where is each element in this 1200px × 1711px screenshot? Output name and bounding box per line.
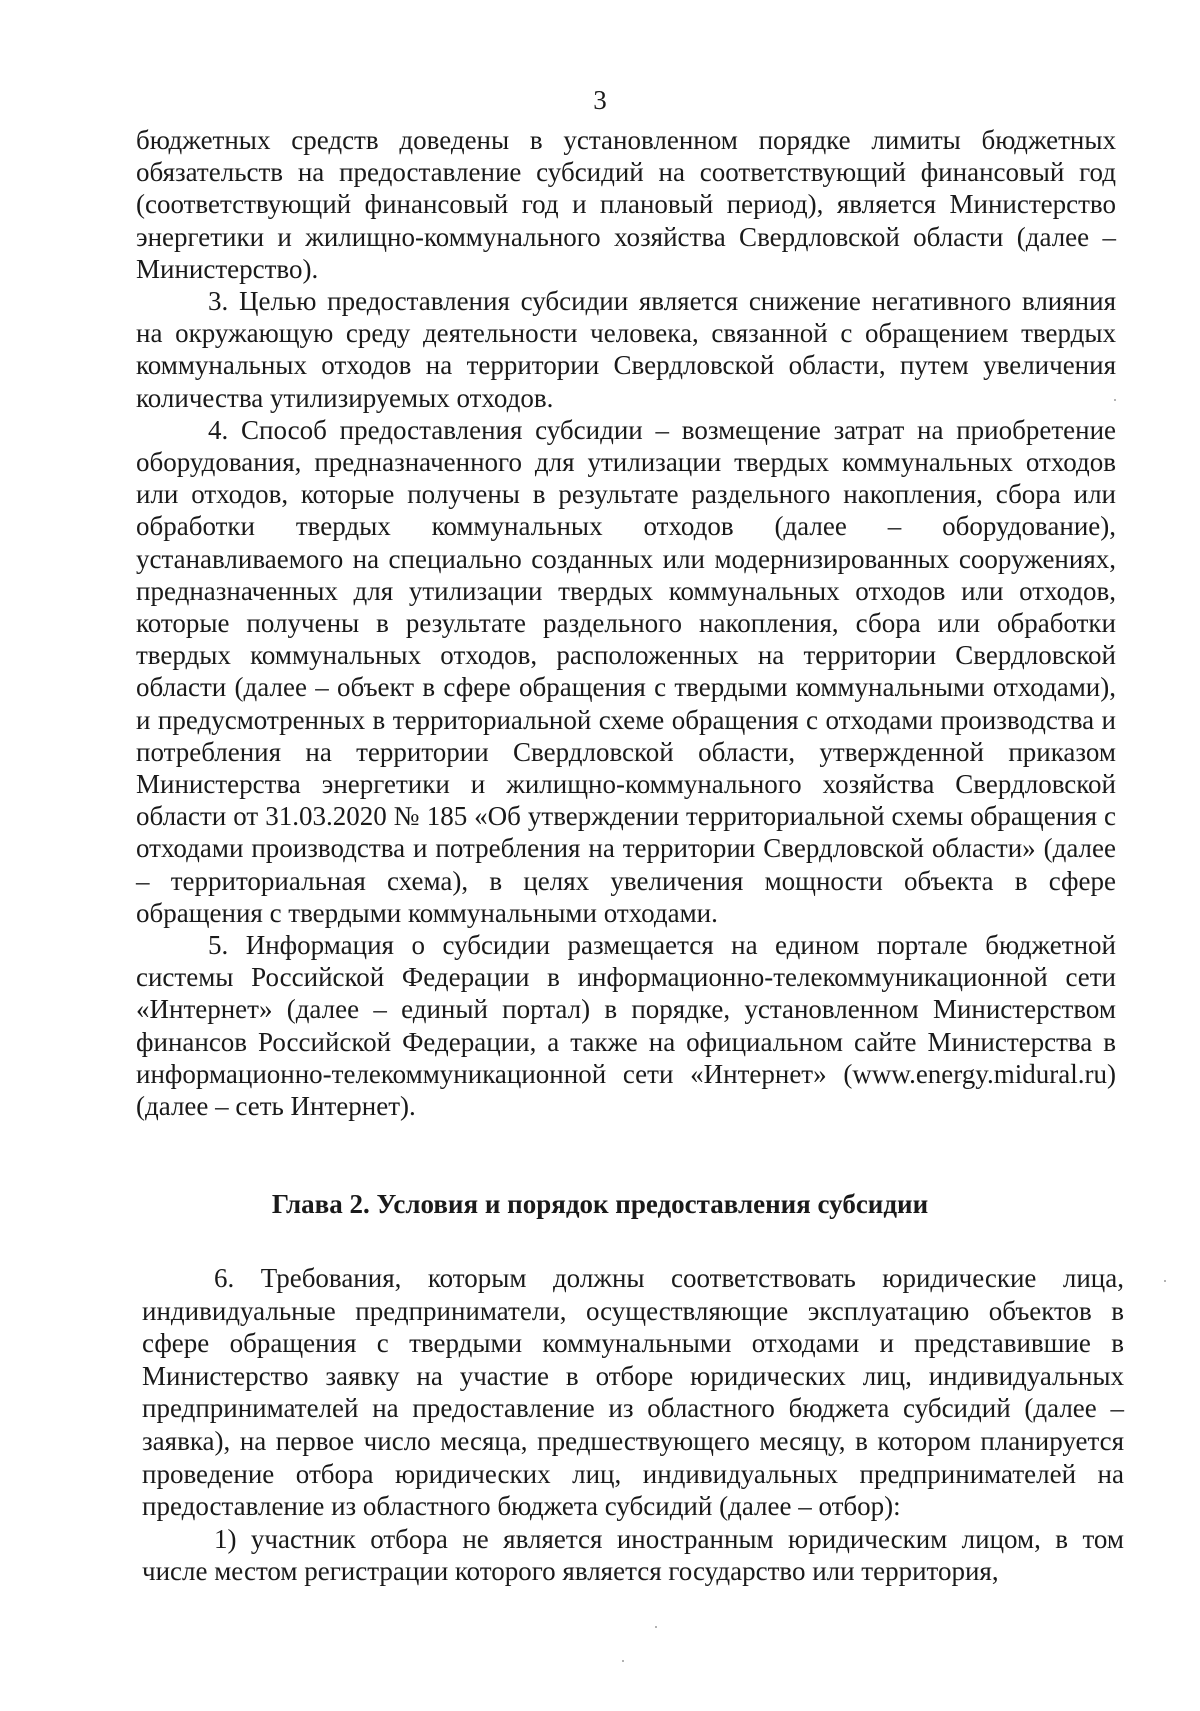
body-text-section-1 xyxy=(136,124,1116,1122)
paragraph-5-information: 5. Информация о субсидии размещается на едином портале бюджетной системы Российской Федерации в информационно-телекоммуникационной сети «Интернет» (далее – единый портал) в порядке, установленном Министерством финансов Российской Федерации, а также на официальном сайте Министерства в информационно-телекоммуникационной сети «Интернет» (www.energy.midural.ru) (далее – сеть Интернет). xyxy=(136,930,1116,1122)
body-text-section-2 xyxy=(142,1262,1124,1588)
paragraph-4-method: 4. Способ предоставления субсидии – возмещение затрат на приобретение оборудования, предназначенного для утилизации твердых коммунальных отходов или отходов, которые получены в результате раздельного накопления, сбора или обработки твердых коммунальных отходов (далее – оборудование), устанавливаемого на специально созданных или модернизированных сооружениях, предназначенных для утилизации твердых коммунальных отходов или отходов, которые получены в результате раздельного накопления, сбора или обработки твердых коммунальных отходов, расположенных на территории Свердловской области (далее – объект в сфере обращения с твердыми коммунальными отходами), и предусмотренных в территориальной схеме обращения с отходами производства и потребления на территории Свердловской области, утвержденной приказом Министерства энергетики и жилищно-коммунального хозяйства Свердловской области от 31.03.2020 № 185 «Об утверждении территориальной схемы обращения с отходами производства и потребления на территории Свердловской области» (далее – территориальная схема), в целях увеличения мощности объекта в сфере обращения с твердыми коммунальными отходами. xyxy=(136,414,1116,928)
scan-speck xyxy=(1114,399,1116,401)
paragraph-continuation: бюджетных средств доведены в установленном порядке лимиты бюджетных обязательств на предоставление субсидий на соответствующий финансовый год (соответствующий финансовый год и плановый период), является Министерство энергетики и жилищно-коммунального хозяйства Свердловской области (далее – Министерство). xyxy=(136,125,1116,284)
scan-speck xyxy=(655,1626,657,1628)
scan-speck xyxy=(1164,1280,1166,1282)
paragraph-6-item-1: 1) участник отбора не является иностранным юридическим лицом, в том числе местом регистрации которого является государство или территория, xyxy=(142,1523,1124,1587)
chapter-heading: Глава 2. Условия и порядок предоставления субсидии xyxy=(271,1189,929,1219)
paragraph-3-purpose: 3. Целью предоставления субсидии является снижение негативного влияния на окружающую среду деятельности человека, связанной с обращением твердых коммунальных отходов на территории Свердловской области, путем увеличения количества утилизируемых отходов. xyxy=(136,286,1116,413)
page-number: 3 xyxy=(593,85,607,115)
paragraph-6-requirements: 6. Требования, которым должны соответствовать юридические лица, индивидуальные предприниматели, осуществляющие эксплуатацию объектов в сфере обращения с твердыми коммунальными отходами и представившие в Министерство заявку на участие в отборе юридических лиц, индивидуальных предпринимателей на предоставление из областного бюджета субсидий (далее – заявка), на первое число месяца, предшествующего месяцу, в котором планируется проведение отбора юридических лиц, индивидуальных предпринимателей на предоставление из областного бюджета субсидий (далее – отбор): xyxy=(142,1263,1124,1522)
scan-speck xyxy=(622,1660,624,1662)
